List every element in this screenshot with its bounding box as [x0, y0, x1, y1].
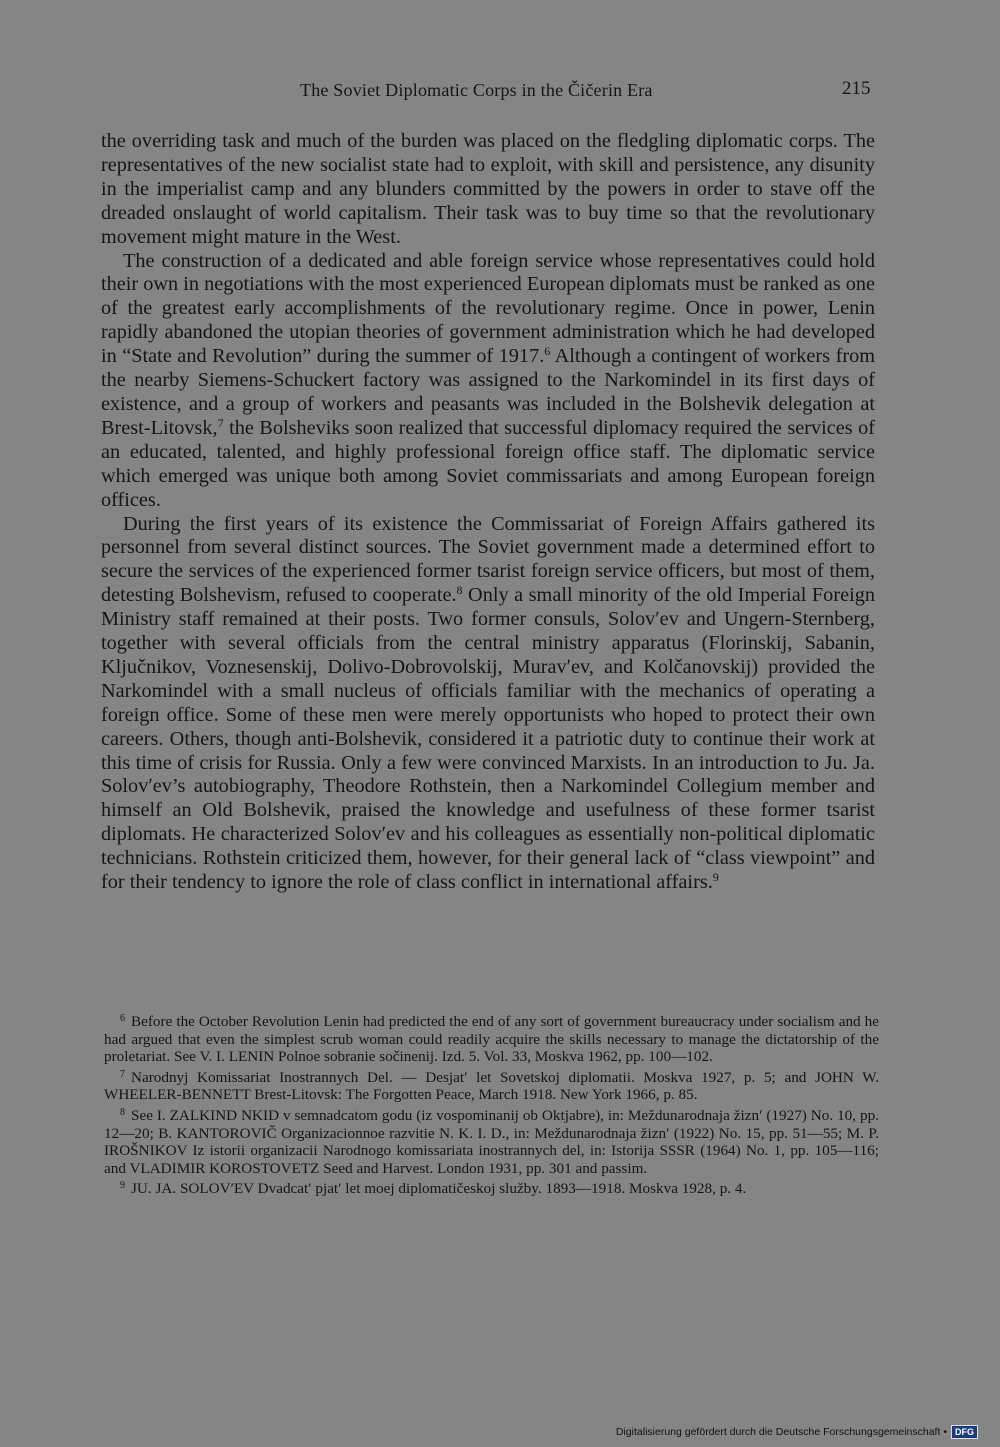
footnote-7 — [104, 1066, 879, 1104]
paragraph-2-part-c: the Bolsheviks soon realized that successful diplomacy required the services of an educated, talented, and highly professional foreign office staff. The diplomatic service which emerged was unique both among Soviet commissariats and among European foreign offices. — [101, 416, 875, 511]
footnote-text: Before the October Revolution Lenin had predicted the end of any sort of government bureaucracy under socialism and he had argued that even the simplest scrub woman could readily acquire the skills necessary to manage the dictatorship of the proletariat. See V. I. LENIN Polnoe sobranie sočinenij. Izd. 5. Vol. 33, Moskva 1962, pp. 100—102. — [104, 1013, 879, 1066]
footnote-ref-8: 8 — [456, 583, 463, 598]
running-head: The Soviet Diplomatic Corps in the Čičerin Era — [300, 80, 653, 100]
body-text — [101, 130, 875, 895]
paragraph-3 — [101, 513, 875, 896]
paragraph-3-part-b: Only a small minority of the old Imperial Foreign Ministry staff remained at their posts. Two former consuls, Solovʹev and Ungern-Sternberg, together with several officials from the central ministry apparatus (Florinskij, Sabanin, Ključnikov, Voznesenskij, Dolivo-Dobrovolskij, Muravʹev, and Kolčanovskij) provided the Narkomindel with a small nucleus of officials familiar with the mechanics of operating a foreign office. Some of these men were merely opportunists who hoped to protect their own careers. Others, though anti-Bolshevik, considered it a patriotic duty to continue their work at this time of crisis for Russia. Only a few were convinced Marxists. In an introduction to Ju. Ja. Solovʹev’s autobiography, Theodore Rothstein, then a Narkomindel Collegium member and himself an Old Bolshevik, praised the knowledge and usefulness of these former tsarist diplomats. He characterized Solovʹev and his colleagues as essentially non-political diplomatic technicians. Rothstein criticized them, however, for their general lack of “class viewpoint” and for their tendency to ignore the role of class conflict in international affairs. — [101, 584, 875, 894]
footnote-number: 8 — [120, 1106, 125, 1118]
footnote-text: See I. ZALKIND NKID v semnadcatom godu (iz vospominanij ob Oktjabre), in: Meždunarodnaja žiznʹ (1927) No. 10, pp. 12—20; B. KANTOROVIČ Organizacionnoe razvitie N. K. I. D., in: Meždunarodnaja žiznʹ (1922) No. 15, pp. 51—55; M. P. IROŠNIKOV Iz istorii organizacii Narodnogo komissariata inostrannych del, in: Istorija SSSR (1964) No. 1, pp. 105—116; and VLADIMIR KOROSTOVETZ Seed and Harvest. London 1931, pp. 301 and passim. — [104, 1106, 879, 1177]
dfg-logo: DFG — [951, 1425, 978, 1439]
footnote-8 — [104, 1104, 879, 1177]
footnote-number: 9 — [120, 1180, 125, 1192]
footnote-ref-9: 9 — [712, 870, 719, 885]
footer-credit-text: Digitalisierung gefördert durch die Deutsche Forschungsgemeinschaft • — [615, 1426, 947, 1438]
footnote-text: Narodnyj Komissariat Inostrannych Del. — Desjatʹ let Sovetskoj diplomatii. Moskva 1927, p. 5; and JOHN W. WHEELER-BENNETT Brest-Litovsk: The Forgotten Peace, March 1918. New York 1966, p. 85. — [104, 1068, 879, 1104]
paragraph-2-part-a: The construction of a dedicated and able foreign service whose representatives could hold their own in negotiations with the most experienced European diplomats must be ranked as one of the greatest early accomplishments of the revolutionary regime. Once in power, Lenin rapidly abandoned the utopian theories of government administration which he had developed in “State and Revolution” during the summer of 1917. — [101, 249, 875, 368]
footnote-9 — [104, 1177, 879, 1198]
footnote-ref-6: 6 — [544, 344, 551, 359]
footnotes — [104, 1010, 879, 1198]
footnote-ref-7: 7 — [217, 415, 224, 430]
footnote-text: JU. JA. SOLOVʹEV Dvadcatʹ pjatʹ let moej diplomatičeskoj služby. 1893—1918. Moskva 1928, p. 4. — [131, 1180, 747, 1198]
page-number: 215 — [842, 78, 871, 99]
footnote-number: 7 — [120, 1068, 125, 1080]
footnote-6 — [104, 1010, 879, 1066]
paragraph-1: the overriding task and much of the burden was placed on the fledgling diplomatic corps. The representatives of the new socialist state had to exploit, with skill and persistence, any disunity in the imperialist camp and any blunders committed by the powers in order to stave off the dreaded onslaught of world capitalism. Their task was to buy time so that the revolutionary movement might mature in the West. — [101, 130, 875, 248]
paragraph-2 — [101, 250, 875, 513]
paragraph-3-part-a: During the first years of its existence the Commissariat of Foreign Affairs gathered its personnel from several distinct sources. The Soviet government made a determined effort to secure the services of the experienced former tsarist foreign service officers, but most of them, detesting Bolshevism, refused to cooperate. — [101, 512, 875, 607]
paragraph-2-part-b: Although a contingent of workers from the nearby Siemens-Schuckert factory was assigned to the Narkomindel in its first days of existence, and a group of workers and peasants was included in the Bolshevik delegation at Brest-Litovsk, — [101, 345, 875, 439]
footnote-number: 6 — [120, 1013, 125, 1024]
footer-credit — [616, 1425, 978, 1439]
